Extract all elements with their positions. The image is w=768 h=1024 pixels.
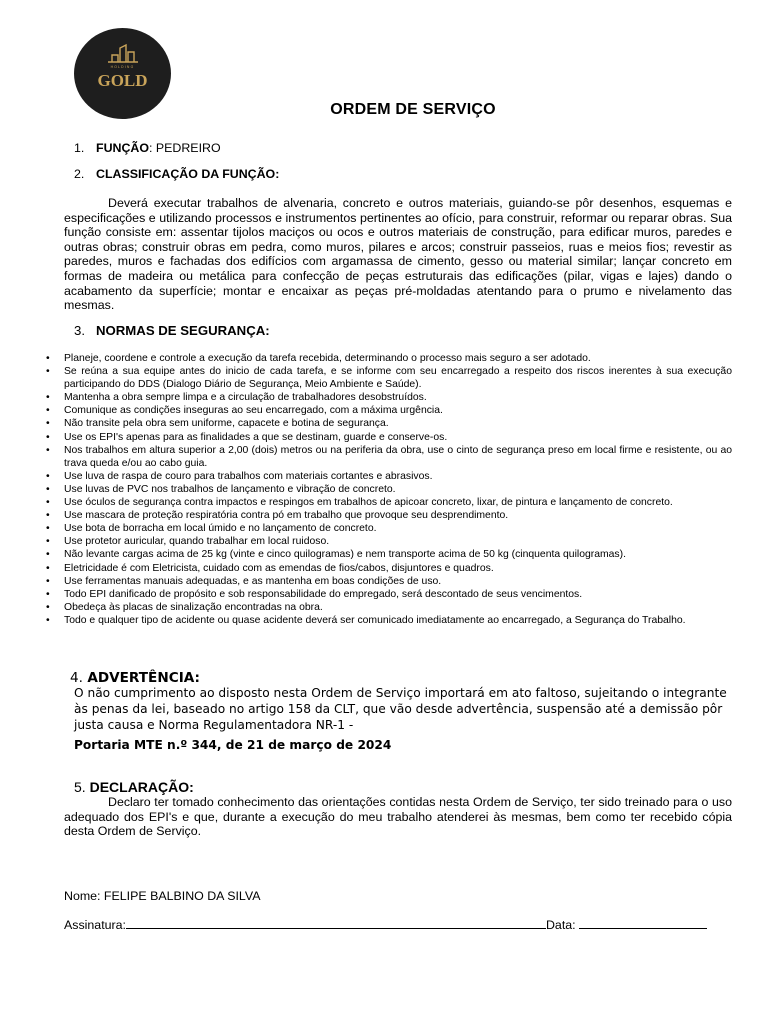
bullet-icon: • [46, 588, 50, 600]
bullet-icon: • [46, 575, 50, 587]
safety-rule-text: Nos trabalhos em altura superior a 2,00 (dois) metros ou na periferia da obra, use o cinto de segurança preso em local firme e resistente, ou ao trava queda e/ou ao cabo guia. [64, 444, 732, 469]
safety-rule-text: Use ferramentas manuais adequadas, e as mantenha em boas condições de uso. [64, 575, 442, 587]
safety-rule-item [46, 535, 732, 548]
safety-rule-text: Não transite pela obra sem uniforme, capacete e botina de segurança. [64, 418, 389, 430]
safety-rule-item [46, 391, 732, 404]
bullet-icon: • [46, 614, 50, 626]
warning-text: O não cumprimento ao disposto nesta Ordem de Serviço importará em ato faltoso, sujeitando o integrante às penas da lei, baseado no artigo 158 da CLT, que vão desde advertência, suspensão até a demissão pôr justa causa e Norma Regulamentadora NR-1 - [74, 686, 727, 732]
safety-rule-text: Obedeça às placas de sinalização encontradas na obra. [64, 601, 323, 613]
section-warning-heading [70, 670, 200, 686]
declaration-text: Declaro ter tomado conhecimento das orientações contidas nesta Ordem de Serviço, ter sido treinado para o uso adequado dos EPI's e que, durante a execução do meu trabalho atenderei às mesmas, bem como ter recebido cópia desta Ordem de Serviço. [64, 795, 732, 839]
safety-rule-item [46, 365, 732, 391]
bullet-icon: • [46, 418, 50, 430]
safety-rule-text: Use luvas de PVC nos trabalhos de lançamento e vibração de concreto. [64, 483, 396, 495]
signature-label: Assinatura: [64, 918, 126, 932]
safety-rule-item [46, 483, 732, 496]
section-number: 2. [74, 167, 85, 181]
employee-name: Nome: FELIPE BALBINO DA SILVA [64, 889, 261, 903]
section-number: 4. [70, 670, 83, 686]
section-number: 3. [74, 323, 85, 338]
safety-rule-text: Se reúna a sua equipe antes do inicio de cada tarefa, e se informe com seu encarregado a respeito dos riscos inerentes à sua execução participando do DDS (Dialogo Diário de Segurança, Meio Ambiente e Saúde). [64, 366, 732, 391]
bullet-icon: • [46, 353, 50, 364]
safety-rule-item [46, 496, 732, 509]
bullet-icon: • [46, 405, 50, 417]
section-number: 5. [74, 779, 86, 795]
logo-small-text: HOLDING [110, 65, 135, 69]
section-safety-heading [74, 323, 270, 338]
section-classification-heading [74, 167, 279, 181]
safety-rule-item [46, 444, 732, 470]
safety-rule-item [46, 431, 732, 444]
safety-rule-text: Use os EPI's apenas para as finalidades a que se destinam, guarde e conserve-os. [64, 431, 448, 443]
safety-rule-text: Não levante cargas acima de 25 kg (vinte e cinco quilogramas) e nem transporte acima de 50 kg (cinquenta quilogramas). [64, 549, 626, 561]
section-label: FUNÇÃO [96, 141, 149, 155]
safety-rule-item [46, 470, 732, 483]
section-label: NORMAS DE SEGURANÇA: [96, 323, 270, 338]
safety-rule-item [46, 601, 732, 614]
safety-rule-item [46, 417, 732, 430]
warning-reference: Portaria MTE n.º 344, de 21 de março de 2024 [74, 738, 392, 752]
section-function [74, 141, 221, 155]
bullet-icon: • [46, 510, 50, 522]
safety-rule-item [46, 575, 732, 588]
safety-rule-item [46, 404, 732, 417]
safety-rule-item [46, 352, 732, 365]
safety-rule-text: Todo EPI danificado de propósito e sob responsabilidade do empregado, será descontado de seus vencimentos. [64, 588, 583, 600]
safety-rule-item [46, 562, 732, 575]
bullet-icon: • [46, 601, 50, 613]
section-label: ADVERTÊNCIA: [87, 670, 200, 686]
bullet-icon: • [46, 523, 50, 535]
safety-rule-text: Eletricidade é com Eletricista, cuidado com as emendas de fios/cabos, disjuntores e quadros. [64, 562, 494, 574]
safety-rule-text: Comunique as condições inseguras ao seu encarregado, com a máxima urgência. [64, 405, 443, 417]
safety-rule-item [46, 614, 732, 627]
warning-block [74, 685, 734, 753]
bullet-icon: • [46, 431, 50, 443]
bullet-icon: • [46, 444, 50, 456]
bullet-icon: • [46, 366, 50, 378]
function-value: : PEDREIRO [149, 141, 221, 155]
signature-row [64, 917, 707, 932]
safety-rule-item [46, 522, 732, 535]
safety-rule-text: Planeje, coordene e controle a execução da tarefa recebida, determinando o processo mais seguro a ser adotado. [64, 353, 591, 364]
bullet-icon: • [46, 470, 50, 482]
section-label: CLASSIFICAÇÃO DA FUNÇÃO: [96, 167, 280, 181]
bullet-icon: • [46, 549, 50, 561]
signature-line[interactable] [126, 917, 546, 929]
bullet-icon: • [46, 497, 50, 509]
safety-rule-item [46, 548, 732, 561]
section-declaration-heading [74, 779, 194, 795]
safety-rule-item [46, 588, 732, 601]
bullet-icon: • [46, 536, 50, 548]
date-line[interactable] [579, 917, 707, 929]
date-label: Data: [545, 918, 580, 932]
safety-rule-text: Use bota de borracha em local úmido e no lançamento de concreto. [64, 523, 377, 535]
safety-rules-list [46, 352, 732, 627]
safety-rule-text: Use óculos de segurança contra impactos e respingos em trabalhos de apicoar concreto, lixar, de pintura e lançamento de concreto. [64, 497, 673, 509]
bullet-icon: • [46, 392, 50, 404]
safety-rule-item [46, 509, 732, 522]
safety-rule-text: Mantenha a obra sempre limpa e a circulação de trabalhadores desobstruídos. [64, 392, 427, 404]
logo-brand-text: GOLD [97, 71, 148, 90]
safety-rule-text: Use protetor auricular, quando trabalhar em local ruidoso. [64, 536, 330, 548]
classification-text: Deverá executar trabalhos de alvenaria, concreto e outros materiais, guiando-se pôr desenhos, esquemas e especificações e utilizando processos e instrumentos pertinentes ao ofício, para construir, reformar ou reparar obras. Sua função consiste em: assentar tijolos maciços ou ocos e outros materiais de construção, para edificar muros, paredes e outras obras; construir obras em pedra, como muros, pilares e arcos; construir passeios, ruas e meios fios; revestir as paredes, muros e fachadas dos edifícios com argamassa de cimento, gesso ou material similar; lançar concreto em formas de madeira ou metálica para confecção de peças estruturais das edificações (pilar, vigas e lajes) dando o acabamento da superfície; montar e encaixar as peças pré-moldadas atentando para o prumo e nivelamento das mesmas. [64, 196, 732, 313]
safety-rule-text: Todo e qualquer tipo de acidente ou quase acidente deverá ser comunicado imediatamente ao encarregado, a Segurança do Trabalho. [64, 614, 686, 626]
section-number: 1. [74, 141, 85, 155]
bullet-icon: • [46, 483, 50, 495]
section-label: DECLARAÇÃO: [89, 779, 194, 795]
document-title: ORDEM DE SERVIÇO [330, 101, 496, 118]
safety-rule-text: Use luva de raspa de couro para trabalhos com materiais cortantes e abrasivos. [64, 470, 433, 482]
bullet-icon: • [46, 562, 50, 574]
safety-rule-text: Use mascara de proteção respiratória contra pó em trabalho que provoque seu desprendimento. [64, 510, 509, 522]
